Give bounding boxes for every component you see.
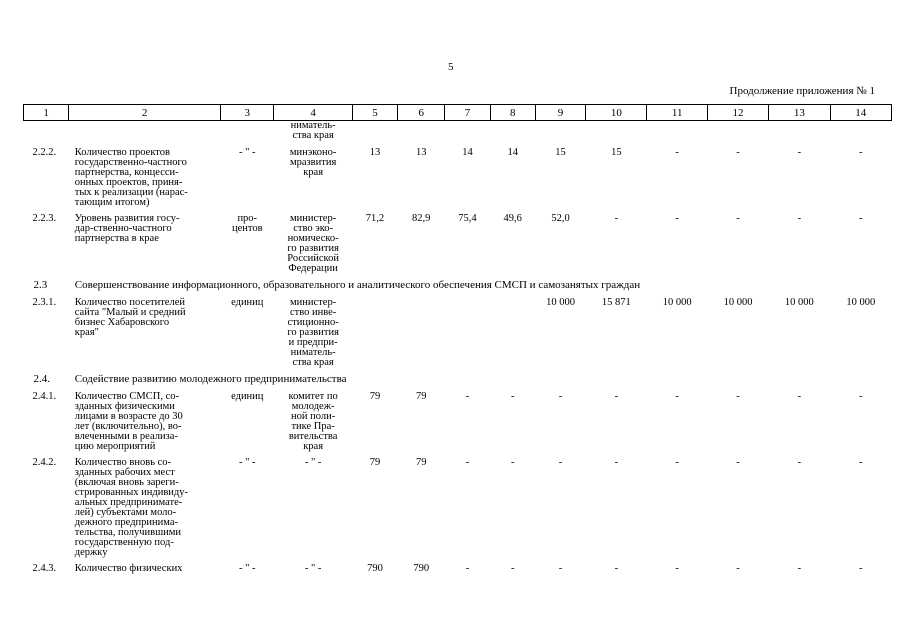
value-cell: - <box>614 391 619 402</box>
header-cell-9: 9 <box>535 105 585 121</box>
executor-cell: ниматель- ства края <box>290 120 336 141</box>
empty-cell <box>445 121 490 149</box>
item-number: 2.2.3. <box>32 213 57 224</box>
section-title: Совершенствование информационного, образовательного и аналитического обеспечения СМСП и самозанятых граждан <box>74 279 641 291</box>
item-number: 2.3.1. <box>32 297 57 308</box>
value-cell: - <box>859 457 863 468</box>
empty-cell <box>490 121 535 149</box>
executor-cell: комитет по молодеж- ной поли- тике Пра- вительства края <box>288 391 338 452</box>
executor-cell: министер- ство эко- номическо- го развития Российской Федерации <box>287 213 339 274</box>
value-cell: 13 <box>415 147 427 158</box>
table-row-continuation <box>24 121 892 149</box>
value-cell: - <box>614 457 619 468</box>
item-number: 2.2.2. <box>32 147 57 158</box>
section-number: 2.3 <box>33 279 48 291</box>
value-cell: - <box>797 213 802 224</box>
unit-cell: про- центов <box>231 213 263 234</box>
value-cell: - <box>614 563 619 574</box>
header-cell-6: 6 <box>398 105 445 121</box>
header-cell-10: 10 <box>586 105 647 121</box>
table-row <box>24 148 892 214</box>
value-cell: 10 000 <box>723 297 753 308</box>
table-row <box>24 458 892 564</box>
value-cell: 10 000 <box>846 297 876 308</box>
value-cell <box>352 298 397 374</box>
empty-cell <box>707 121 768 149</box>
value-cell: 10 000 <box>784 297 814 308</box>
executor-cell: - " - <box>304 563 322 574</box>
page-number: 5 <box>448 61 454 73</box>
unit-cell: единиц <box>231 297 264 308</box>
value-cell: - <box>675 563 679 574</box>
value-cell <box>398 298 445 374</box>
value-cell: 49,6 <box>503 213 522 224</box>
section-row <box>24 280 892 298</box>
indicator-name: Количество СМСП, со- зданных физическими лицами в возрасте до 30 лет (включительно), во- влеченными в реализа- цию мероприятий <box>74 391 183 452</box>
indicator-name: Количество физических <box>74 563 183 574</box>
value-cell <box>490 298 535 374</box>
executor-cell: - " - <box>304 457 322 468</box>
value-cell: 79 <box>415 457 427 468</box>
value-cell: 75,4 <box>458 213 477 224</box>
header-cell-11: 11 <box>647 105 707 121</box>
value-cell: - <box>675 457 679 468</box>
header-cell-8: 8 <box>490 105 535 121</box>
value-cell: 14 <box>507 147 518 158</box>
value-cell: 790 <box>367 563 383 574</box>
header-cell-7: 7 <box>445 105 490 121</box>
value-cell: 52,0 <box>551 213 570 224</box>
value-cell: - <box>614 213 619 224</box>
empty-cell <box>586 121 647 149</box>
empty-cell <box>352 121 397 149</box>
value-cell: - <box>675 213 679 224</box>
header-cell-3: 3 <box>221 105 274 121</box>
header-cell-12: 12 <box>707 105 768 121</box>
value-cell <box>445 298 490 374</box>
value-cell: - <box>859 147 863 158</box>
value-cell: 15 <box>555 147 566 158</box>
value-cell: 82,9 <box>412 213 431 224</box>
header-cell-4: 4 <box>274 105 352 121</box>
table-body <box>24 121 892 581</box>
value-cell: 10 000 <box>662 297 692 308</box>
value-cell: 10 000 <box>546 297 575 308</box>
empty-cell <box>24 121 69 149</box>
value-cell: - <box>510 563 515 574</box>
value-cell: 13 <box>369 147 381 158</box>
empty-cell <box>221 121 274 149</box>
value-cell: - <box>859 391 863 402</box>
unit-cell: - " - <box>238 147 256 158</box>
header-cell-2: 2 <box>69 105 221 121</box>
table-row <box>24 392 892 458</box>
value-cell: 790 <box>413 563 430 574</box>
value-cell: 71,2 <box>365 213 385 224</box>
indicator-name: Количество проектов государственно-частного партнерства, концесси- онных проектов, приня- тых к реализации (нарас- тающим итогом) <box>74 147 188 208</box>
continuation-label: Продолжение приложения № 1 <box>729 85 875 97</box>
value-cell: - <box>465 391 470 402</box>
value-cell: - <box>558 391 563 402</box>
table-row <box>24 214 892 280</box>
value-cell: - <box>510 391 515 402</box>
value-cell: - <box>797 147 802 158</box>
value-cell: - <box>859 213 863 224</box>
table-header <box>24 105 892 121</box>
value-cell: - <box>736 457 740 468</box>
table-row <box>24 564 892 580</box>
value-cell: 79 <box>369 391 381 402</box>
value-cell: - <box>465 563 470 574</box>
section-row <box>24 374 892 392</box>
value-cell: - <box>675 391 679 402</box>
value-cell: - <box>736 213 740 224</box>
empty-cell <box>69 121 221 149</box>
empty-cell <box>647 121 707 149</box>
unit-cell: - " - <box>238 457 256 468</box>
value-cell: - <box>558 457 563 468</box>
executor-cell: министер- ство инве- стиционно- го развития и предпри- ниматель- ства края <box>287 297 339 368</box>
empty-cell <box>769 121 830 149</box>
indicator-name: Количество посетителей сайта "Малый и средний бизнес Хабаровского края" <box>74 297 186 338</box>
value-cell: - <box>797 563 802 574</box>
value-cell: - <box>465 457 470 468</box>
value-cell: 14 <box>462 147 473 158</box>
indicator-name: Уровень развития госу- дар-ственно-частного партнерства в крае <box>74 213 180 244</box>
unit-cell: - " - <box>238 563 256 574</box>
item-number: 2.4.2. <box>32 457 57 468</box>
value-cell: 15 871 <box>601 297 631 308</box>
header-cell-5: 5 <box>352 105 397 121</box>
value-cell: - <box>797 457 802 468</box>
table-row <box>24 298 892 374</box>
value-cell: - <box>797 391 802 402</box>
empty-cell <box>830 121 891 149</box>
value-cell: 79 <box>415 391 427 402</box>
value-cell: - <box>675 147 679 158</box>
header-cell-1: 1 <box>24 105 69 121</box>
indicators-table <box>23 104 892 580</box>
value-cell: - <box>736 147 740 158</box>
value-cell: - <box>859 563 863 574</box>
indicator-name: Количество вновь со- зданных рабочих мест (включая вновь зареги- стрированных индивиду- альных предпринимате- лей) субъектами моло- дежного предпринима- тельства, получившими государственную под- держку <box>74 457 189 558</box>
empty-cell <box>535 121 585 149</box>
item-number: 2.4.3. <box>32 563 57 574</box>
section-title: Содействие развитию молодежного предпринимательства <box>74 373 347 385</box>
header-cell-14: 14 <box>830 105 891 121</box>
value-cell: 15 <box>611 147 622 158</box>
value-cell: - <box>736 391 740 402</box>
unit-cell: единиц <box>231 391 264 402</box>
value-cell: - <box>558 563 563 574</box>
empty-cell <box>398 121 445 149</box>
header-cell-13: 13 <box>769 105 830 121</box>
value-cell: - <box>510 457 515 468</box>
value-cell: - <box>736 563 740 574</box>
value-cell: 79 <box>369 457 381 468</box>
item-number: 2.4.1. <box>32 391 57 402</box>
executor-cell: минэконо- мразвития края <box>289 147 337 178</box>
section-number: 2.4. <box>33 373 50 385</box>
